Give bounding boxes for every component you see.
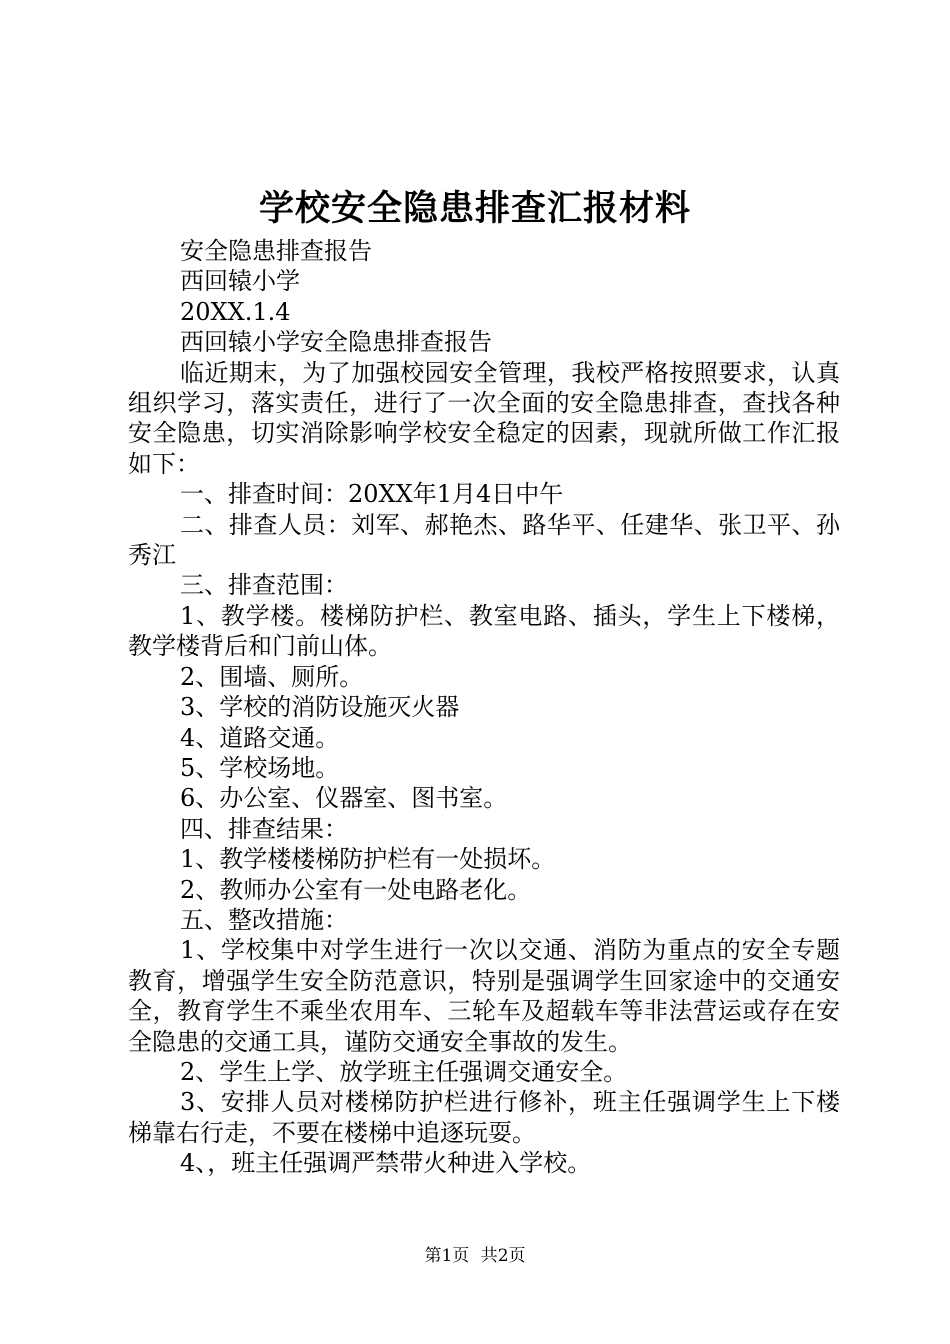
paragraph: 临近期末，为了加强校园安全管理，我校严格按照要求，认真组织学习，落实责任，进行了一次全面的安全隐患排查，查找各种安全隐患，切实消除影响学校安全稳定的因素，现就所做工作汇报如下：	[128, 358, 840, 478]
page-total: 共2页	[480, 1246, 526, 1266]
paragraph: 西回辕小学	[180, 267, 300, 296]
paragraph: 4、，班主任强调严禁带火种进入学校。	[180, 1149, 592, 1178]
paragraph: 2、学生上学、放学班主任强调交通安全。	[180, 1057, 628, 1086]
paragraph: 西回辕小学安全隐患排查报告	[180, 328, 492, 357]
paragraph: 2、教师办公室有一处电路老化。	[180, 875, 532, 904]
document-title: 学校安全隐患排查汇报材料	[258, 188, 691, 229]
paragraph: 3、学校的消防设施灭火器	[180, 693, 460, 722]
paragraph: 20XX.1.4	[180, 297, 291, 326]
paragraph: 四、排查结果：	[180, 814, 348, 843]
paragraph: 1、学校集中对学生进行一次以交通、消防为重点的安全专题教育，增强学生安全防范意识，特别是强调学生回家途中的交通安全，教育学生不乘坐农用车、三轮车及超载车等非法营运或存在安全隐患的交通工具，谨防交通安全事故的发生。	[128, 936, 840, 1056]
paragraph: 三、排查范围：	[180, 571, 348, 600]
page-footer	[0, 1244, 950, 1268]
paragraph: 4、道路交通。	[180, 723, 340, 752]
paragraph: 1、教学楼。楼梯防护栏、教室电路、插头，学生上下楼梯，教学楼背后和门前山体。	[128, 601, 840, 661]
paragraph: 3、安排人员对楼梯防护栏进行修补，班主任强调学生上下楼梯靠右行走，不要在楼梯中追逐玩耍。	[128, 1088, 840, 1147]
page-number: 第1页	[424, 1246, 470, 1266]
paragraph: 5、学校场地。	[180, 753, 340, 782]
paragraph: 1、教学楼楼梯防护栏有一处损坏。	[180, 845, 556, 874]
paragraph: 6、办公室、仪器室、图书室。	[180, 784, 508, 813]
paragraph: 二、排查人员：刘军、郝艳杰、路华平、任建华、张卫平、孙秀江	[128, 510, 840, 570]
document-body	[128, 236, 840, 1179]
paragraph: 五、整改措施：	[180, 905, 348, 934]
paragraph: 2、围墙、厕所。	[180, 662, 364, 691]
paragraph: 安全隐患排查报告	[180, 237, 372, 265]
paragraph: 一、排查时间：20XX年1月4日中午	[180, 480, 564, 509]
